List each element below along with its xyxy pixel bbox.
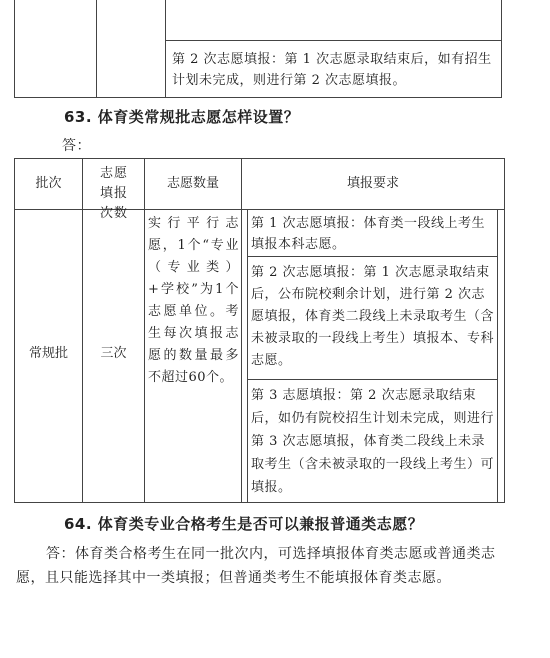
cell-times: 三次 <box>100 346 127 361</box>
header-batch: 批次 <box>35 176 62 191</box>
header-requirements: 填报要求 <box>346 176 399 191</box>
question-64-answer: 答：体育类合格考生在同一批次内，可选择填报体育类志愿或普通类志愿，且只能选择其中一类填报；但普通类考生不能填报体育类志愿。 <box>16 546 496 586</box>
cell-batch: 常规批 <box>28 346 68 361</box>
question-64-title: 64. 体育类专业合格考生是否可以兼报普通类志愿？ <box>64 515 424 533</box>
cell-quantity: 实行平行志愿，1个“专业（专业类）+学校”为1个志愿单位。考生每次填报志愿的数量最多不超过60个。 <box>148 216 239 385</box>
header-quantity: 志愿数量 <box>166 176 219 191</box>
question-63-answer-label: 答： <box>62 138 91 154</box>
header-times: 志愿填报次数 <box>99 166 128 221</box>
requirement-2: 第 2 次志愿填报：第 1 次志愿录取结束后，公布院校剩余计划，进行第 2 次志愿填报，体育类二段线上未录取考生（含未被录取的一段线上考生）填报本、专科志愿。 <box>251 265 495 368</box>
question-63-title: 63. 体育类常规批志愿怎样设置？ <box>64 108 300 126</box>
requirement-1: 第 1 次志愿填报：体育类一段线上考生填报本科志愿。 <box>251 216 486 252</box>
top-table-cell: 第 2 次志愿填报：第 1 次志愿录取结束后，如有招生计划未完成，则进行第 2 次志愿填报。 <box>172 52 492 88</box>
requirement-3: 第 3 志愿填报：第 2 次志愿录取结束后，如仍有院校招生计划未完成，则进行第 3 次志愿填报，体育类二段线上未录取考生（含未被录取的一段线上考生）可填报。 <box>251 388 495 495</box>
